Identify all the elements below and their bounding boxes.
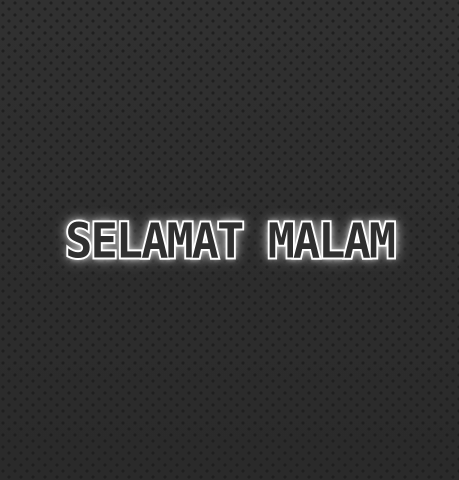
greeting-title: SELAMAT MALAM (65, 213, 394, 269)
title-container (0, 213, 459, 269)
